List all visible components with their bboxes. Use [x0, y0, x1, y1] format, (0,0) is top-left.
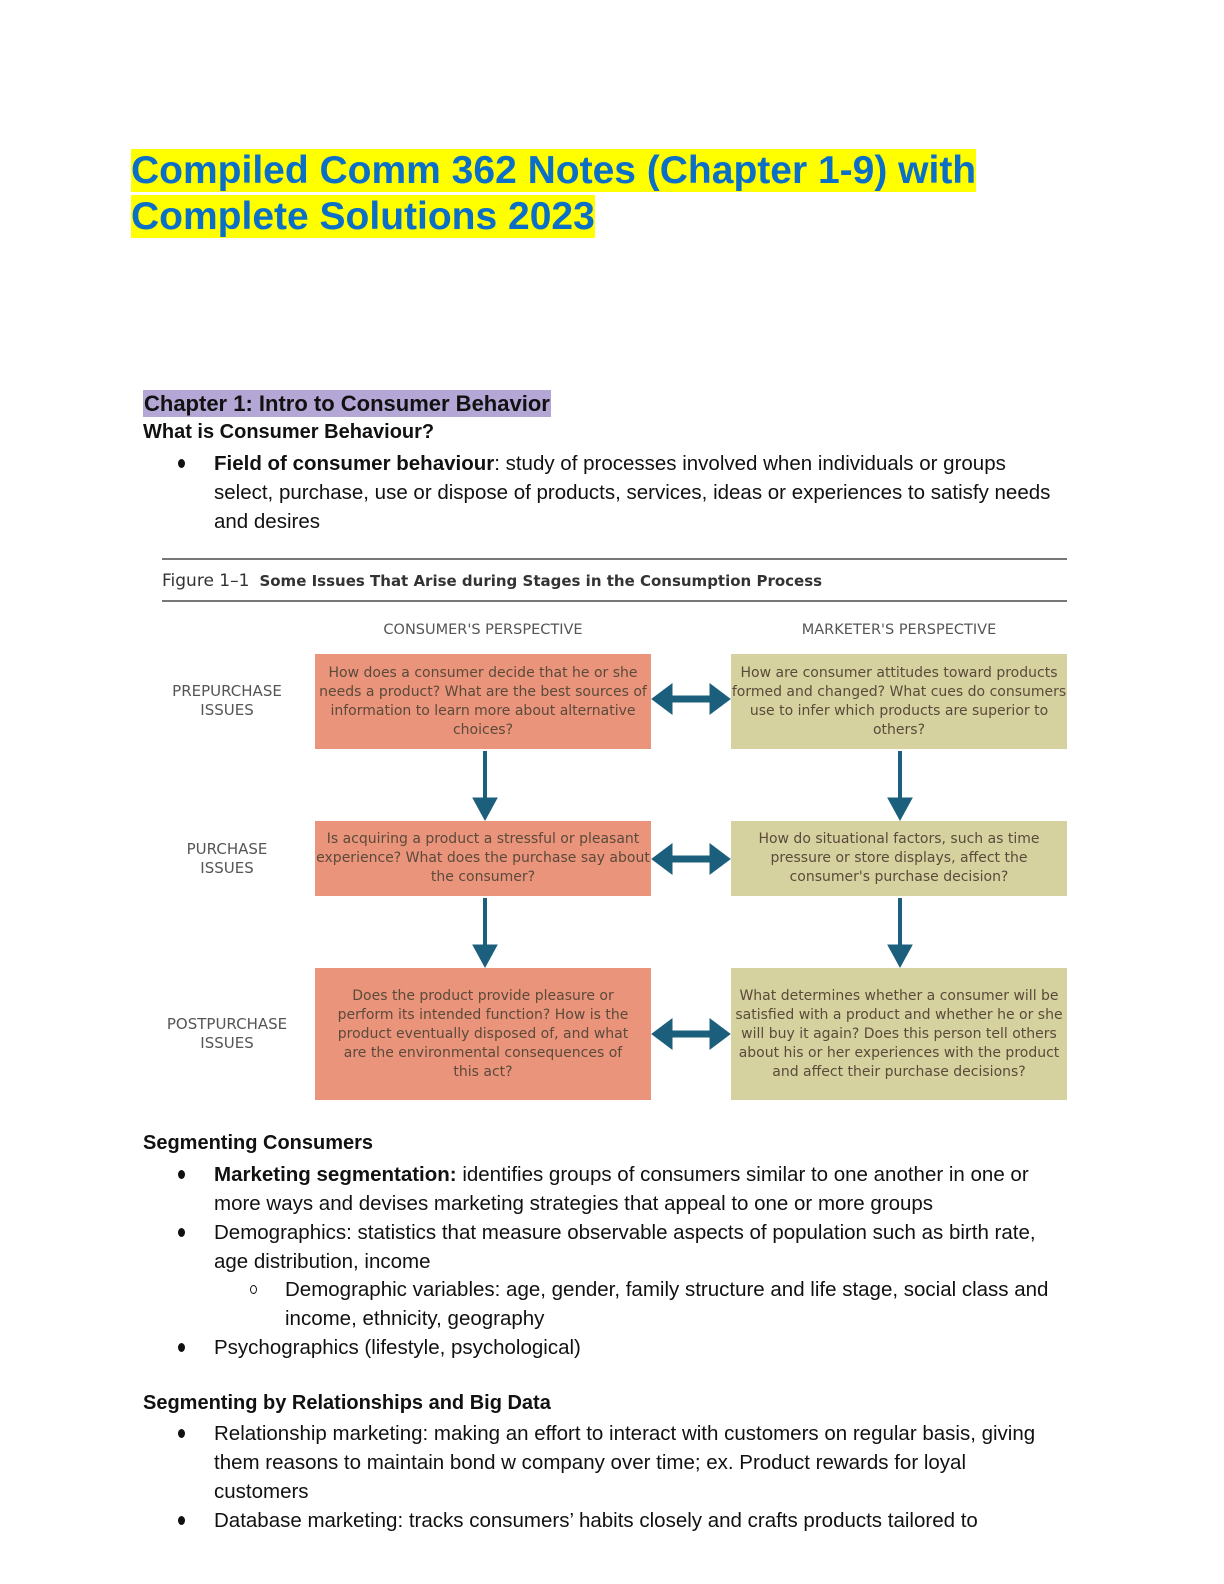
double-arrow-icon	[652, 844, 730, 874]
bullet-text	[214, 449, 1064, 536]
bullet-text: Psychographics (lifestyle, psychological)	[214, 1336, 581, 1359]
double-arrow-icon	[652, 684, 730, 714]
figure-consumption-process	[162, 558, 1067, 1103]
title-line-1: Compiled Comm 362 Notes (Chapter 1-9) with	[131, 149, 977, 192]
row-label: PREPURCHASE ISSUES	[172, 682, 282, 719]
bullet-icon	[178, 1343, 185, 1352]
section-heading: Segmenting Consumers	[143, 1132, 374, 1154]
marketer-box: How are consumer attitudes toward products formed and changed? What cues do consumers use to infer which products are superior to others?	[731, 654, 1067, 749]
consumer-box: Does the product provide pleasure or perform its intended function? How is the product eventually disposed of, and what are the environmental consequences of this act?	[315, 968, 651, 1100]
column-header-consumer: CONSUMER'S PERSPECTIVE	[383, 622, 583, 638]
section-heading: What is Consumer Behaviour?	[143, 421, 435, 443]
down-arrow-icon	[473, 898, 497, 967]
bullet-icon	[178, 1170, 185, 1179]
column-header-marketer: MARKETER'S PERSPECTIVE	[801, 622, 997, 638]
term: Field of consumer behaviour	[214, 452, 495, 475]
sub-bullet-icon	[250, 1285, 257, 1294]
consumer-box: How does a consumer decide that he or she needs a product? What are the best sources of information to learn more about alternative choices?	[315, 654, 651, 749]
bullet-text: Database marketing: tracks consumers’ habits closely and crafts products tailored to	[214, 1509, 978, 1532]
bullet-text	[214, 1160, 1064, 1218]
bullet-icon	[178, 459, 185, 468]
bullet-text: Demographics: statistics that measure observable aspects of population such as birth rate, age distribution, income	[214, 1221, 1036, 1273]
down-arrow-icon	[888, 898, 912, 967]
term: Marketing segmentation:	[214, 1163, 457, 1186]
bullet-icon	[178, 1516, 185, 1525]
figure-caption-text: Some Issues That Arise during Stages in the Consumption Process	[259, 572, 823, 590]
definition: : study of processes involved when individuals or groups select, purchase, use or dispose of products, services, ideas or experiences to satisfy needs and desires	[214, 452, 1051, 533]
chapter-heading: Chapter 1: Intro to Consumer Behavior	[144, 391, 550, 416]
down-arrow-icon	[888, 751, 912, 820]
title-line-2: Complete Solutions 2023	[131, 195, 595, 238]
section-heading: Segmenting by Relationships and Big Data	[143, 1392, 551, 1414]
row-label: PURCHASE ISSUES	[186, 840, 268, 877]
definition: identifies groups of consumers similar to one another in one or more ways and devises marketing strategies that appeal to one or more groups	[214, 1163, 1029, 1215]
sub-bullet-text: Demographic variables: age, gender, family structure and life stage, social class and income, ethnicity, geography	[285, 1278, 1049, 1330]
row-label: POSTPURCHASE ISSUES	[166, 1015, 288, 1052]
double-arrow-icon	[652, 1019, 730, 1049]
marketer-box: What determines whether a consumer will be satisfied with a product and whether he or she will buy it again? Does this person tell others about his or her experiences with the product and affect their purchase decisions?	[731, 968, 1067, 1100]
figure-label: Figure 1–1	[162, 571, 250, 591]
document-title	[131, 148, 976, 240]
consumer-box: Is acquiring a product a stressful or pleasant experience? What does the purchase say about the consumer?	[315, 821, 651, 896]
bullet-icon	[178, 1228, 185, 1237]
arrows	[162, 558, 1067, 1103]
bullet-text: Relationship marketing: making an effort to interact with customers on regular basis, giving them reasons to maintain bond w company over time; ex. Product rewards for loyal customers	[214, 1422, 1036, 1503]
down-arrow-icon	[473, 751, 497, 820]
marketer-box: How do situational factors, such as time pressure or store displays, affect the consumer's purchase decision?	[731, 821, 1067, 896]
bullet-icon	[178, 1429, 185, 1438]
